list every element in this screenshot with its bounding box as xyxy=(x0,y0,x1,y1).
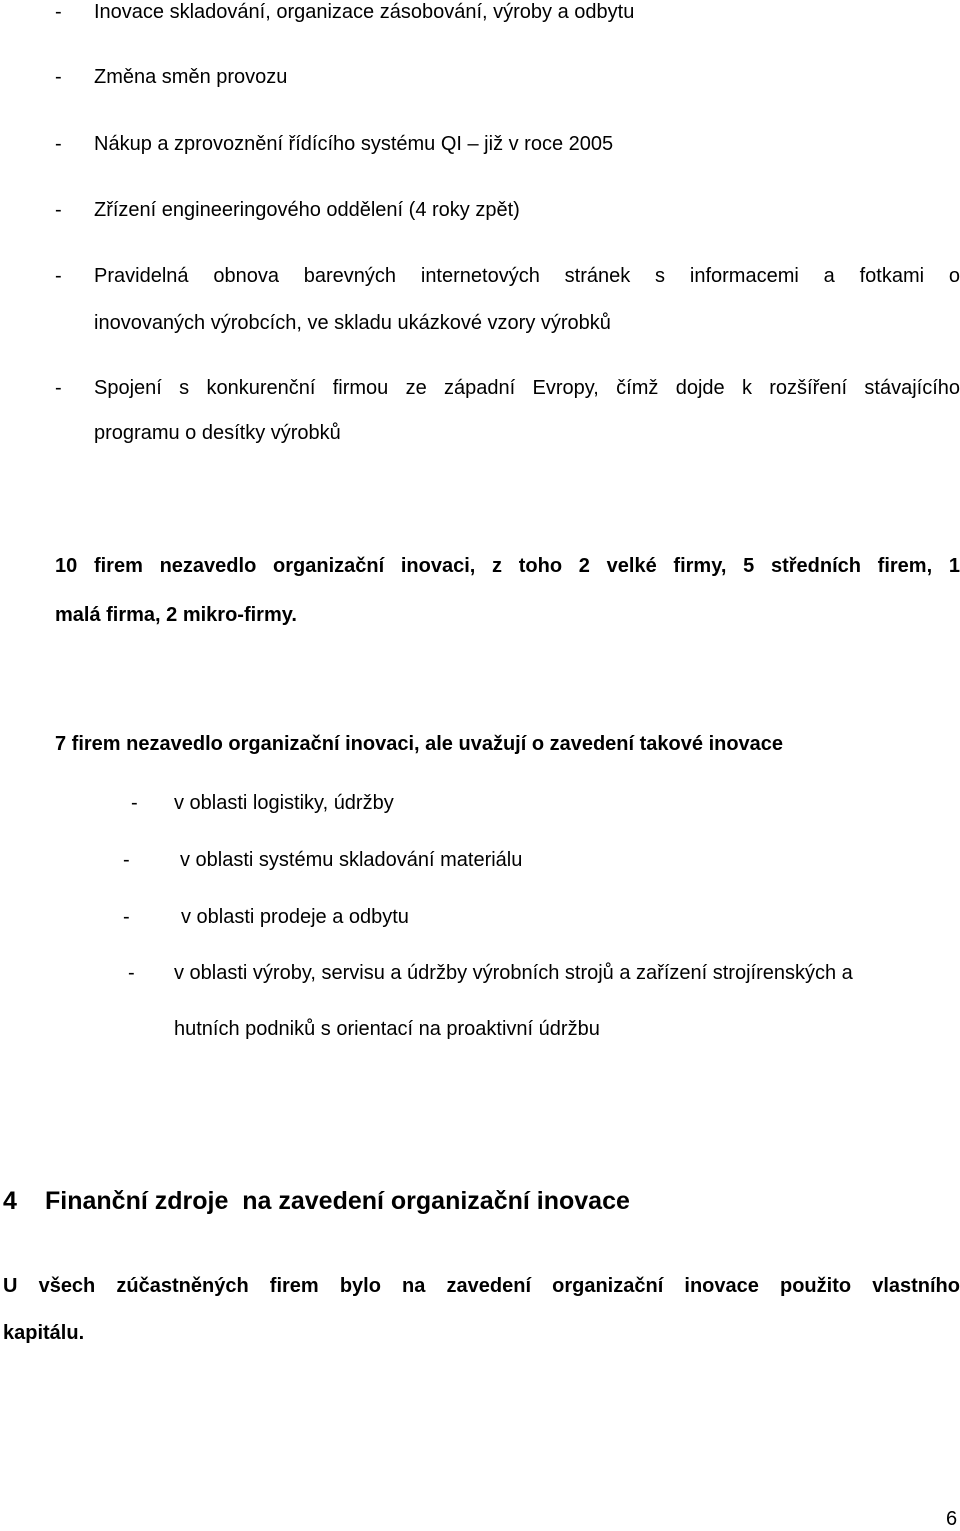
list-item-text: v oblasti systému skladování materiálu xyxy=(180,849,523,871)
list-item-text-continued: hutních podniků s orientací na proaktivní údržbu xyxy=(174,1018,600,1040)
list-item-text: Inovace skladování, organizace zásobování, výroby a odbytu xyxy=(94,1,635,23)
list-dash: - xyxy=(55,66,62,88)
list-dash: - xyxy=(55,377,62,399)
list-dash: - xyxy=(123,849,130,871)
page-number: 6 xyxy=(946,1508,958,1530)
list-item-text-continued: inovovaných výrobcích, ve skladu ukázkové vzory výrobků xyxy=(94,312,611,334)
paragraph-line: 10 firem nezavedlo organizační inovaci, z toho 2 velké firmy, 5 středních firem, 1 xyxy=(55,555,960,577)
paragraph-line: U všech zúčastněných firem bylo na zavedení organizační inovace použito vlastního xyxy=(3,1275,960,1297)
list-dash: - xyxy=(55,199,62,221)
paragraph-line: 7 firem nezavedlo organizační inovaci, ale uvažují o zavedení takové inovace xyxy=(55,733,784,755)
list-dash: - xyxy=(131,792,138,814)
section-number: 4 xyxy=(3,1187,17,1215)
list-dash: - xyxy=(55,1,62,23)
list-dash: - xyxy=(123,906,130,928)
list-dash: - xyxy=(55,265,62,287)
list-item-text: Nákup a zprovoznění řídícího systému QI – již v roce 2005 xyxy=(94,133,614,155)
list-item-text: v oblasti prodeje a odbytu xyxy=(181,906,409,928)
list-item-text: Pravidelná obnova barevných internetových stránek s informacemi a fotkami o xyxy=(94,265,960,287)
list-dash: - xyxy=(55,133,62,155)
list-item-text: Zřízení engineeringového oddělení (4 roky zpět) xyxy=(94,199,520,221)
list-item-text: v oblasti výroby, servisu a údržby výrobních strojů a zařízení strojírenských a xyxy=(174,962,853,984)
paragraph-line: malá firma, 2 mikro-firmy. xyxy=(55,604,297,626)
section-heading: Finanční zdroje na zavedení organizační inovace xyxy=(45,1187,630,1215)
list-item-text: Změna směn provozu xyxy=(94,66,288,88)
paragraph-line: kapitálu. xyxy=(3,1322,85,1344)
list-item-text: Spojení s konkurenční firmou ze západní Evropy, čímž dojde k rozšíření stávajícího xyxy=(94,377,960,399)
list-item-text-continued: programu o desítky výrobků xyxy=(94,422,341,444)
list-item-text: v oblasti logistiky, údržby xyxy=(174,792,394,814)
list-dash: - xyxy=(128,962,135,984)
